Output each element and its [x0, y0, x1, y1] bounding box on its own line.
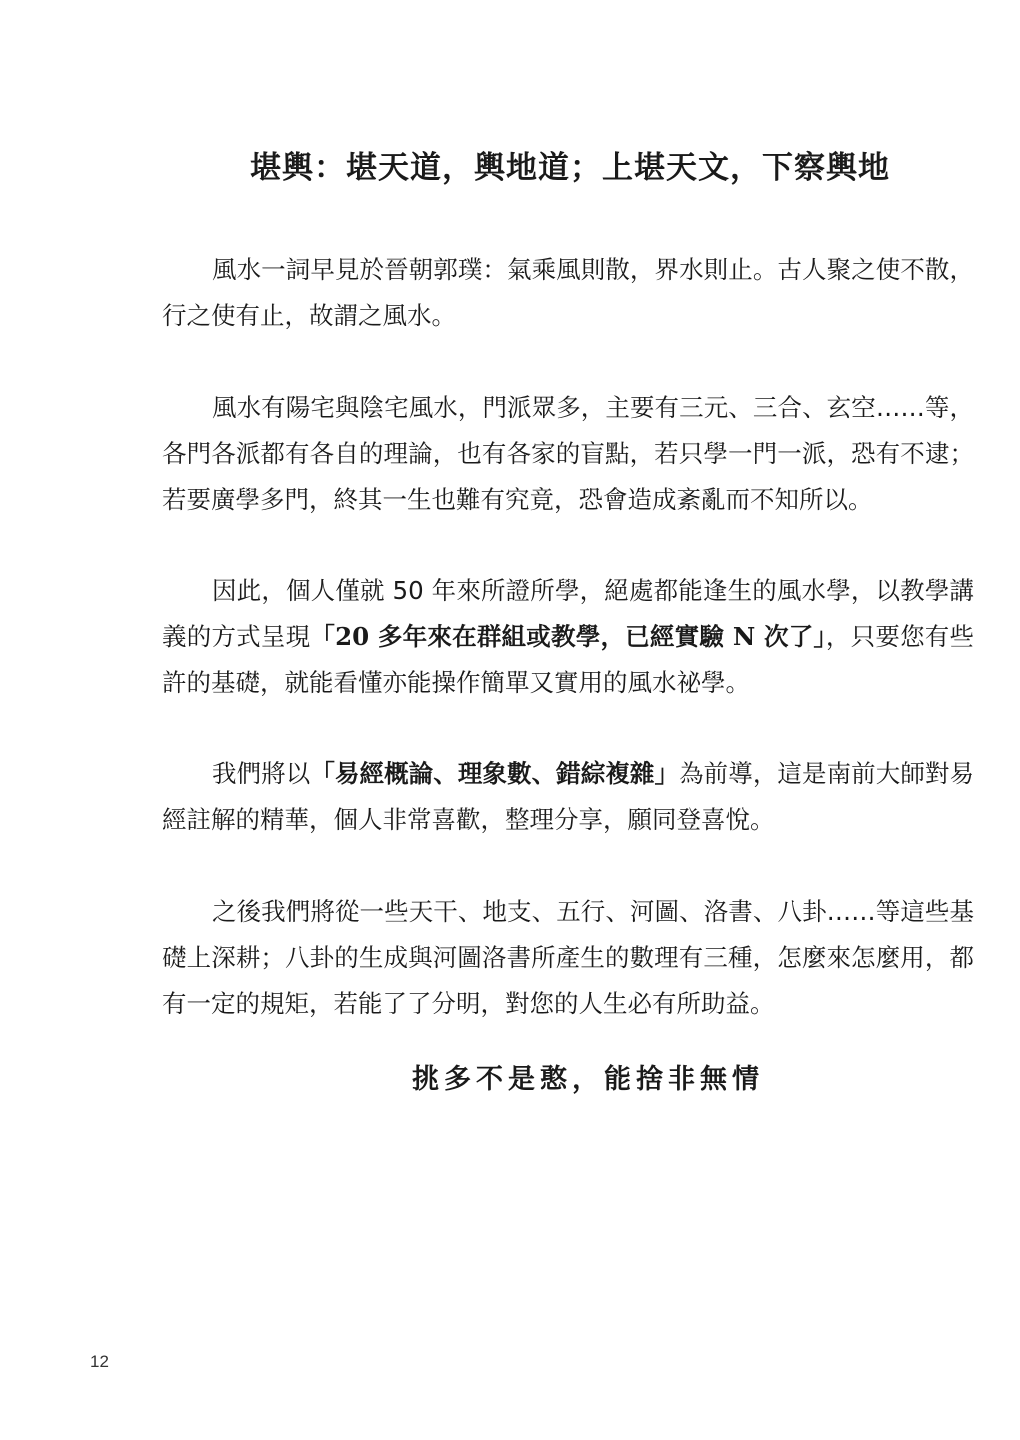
paragraph-4-text-start: 我們將以	[212, 758, 311, 788]
paragraph-4-text-end: 為前導，這是南前大師對易經註解的精華，個人非常喜歡，整理分享，願同登喜悅。	[162, 758, 975, 834]
paragraph-5: 之後我們將從一些天干、地支、五行、河圖、洛書、八卦……等這些基礎上深耕；八卦的生成與河圖洛書所產生的數理有三種，怎麼來怎麼用，都有一定的規矩，若能了了分明，對您的人生必有所助益。	[162, 896, 974, 1018]
paragraph-1: 風水一詞早見於晉朝郭璞：氣乘風則散，界水則止。古人聚之使不散，行之使有止，故謂之風水。	[162, 254, 974, 330]
paragraph-3-text-start: 因此，個人僅就 50 年來所證所學，絕處都能逢生的風水學，以教學講義的方式呈現	[162, 575, 974, 651]
paragraph-3	[162, 568, 974, 706]
paragraph-3-emphasis: 「20 多年來在群組或教學，已經實驗 N 次了」	[310, 621, 826, 651]
page-title: 堪輿：堪天道，輿地道；上堪天文，下察輿地	[250, 150, 890, 186]
paragraph-2: 風水有陽宅與陰宅風水，門派眾多，主要有三元、三合、玄空……等，各門各派都有各自的理論，也有各家的盲點，若只學一門一派，恐有不逮；若要廣學多門，終其一生也難有究竟，恐會造成紊亂而不知所以。	[162, 392, 974, 514]
paragraph-3-text-end: ，只要您有些許的基礎，就能看懂亦能操作簡單又實用的風水祕學。	[162, 621, 975, 697]
motto: 挑多不是憨，能捨非無情	[412, 1064, 764, 1095]
page-number: 12	[90, 1352, 109, 1371]
paragraph-4-emphasis: 「易經概論、理象數、錯綜複雜」	[310, 758, 680, 788]
paragraph-4	[162, 751, 974, 843]
